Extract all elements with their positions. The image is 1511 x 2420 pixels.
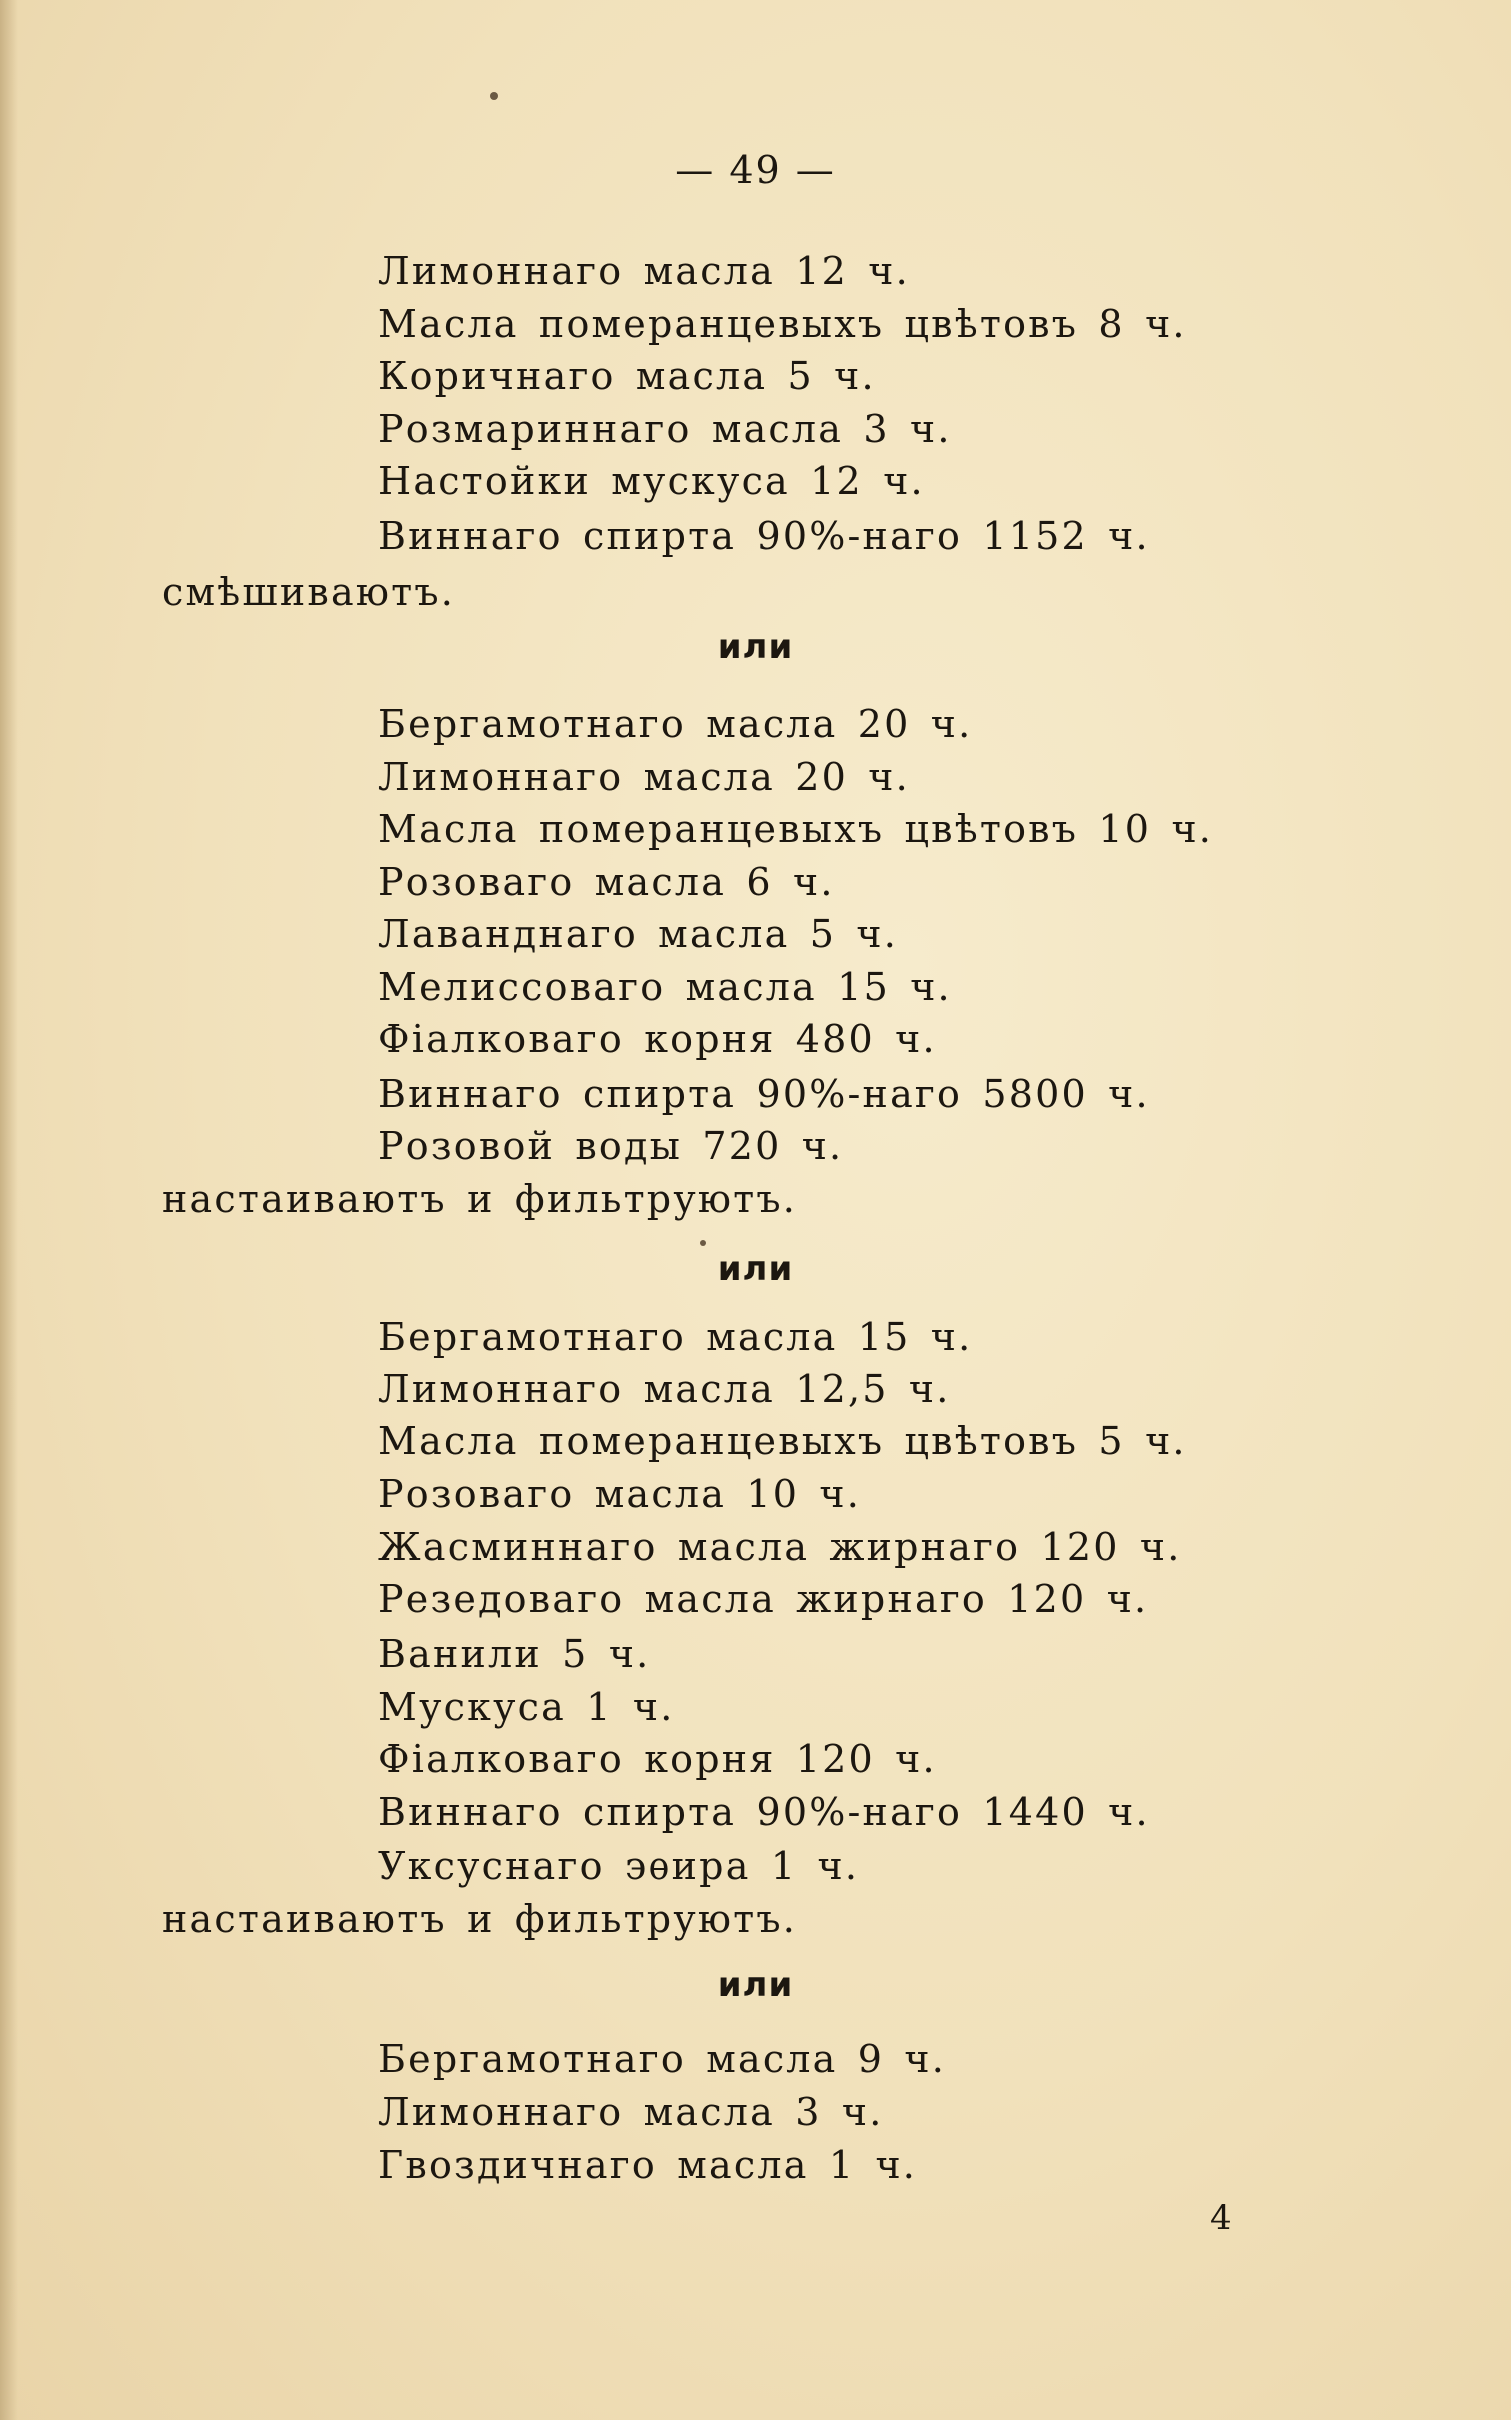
ingredient-line: Розовой воды 720 ч. xyxy=(378,1124,844,1168)
instruction-line: настаиваютъ и фильтруютъ. xyxy=(162,1177,798,1221)
ink-speck xyxy=(490,92,498,100)
instruction-line: смѣшиваютъ. xyxy=(162,570,456,614)
ingredient-line: Фіалковаго корня 480 ч. xyxy=(378,1017,937,1061)
ingredient-line: Настойки мускуса 12 ч. xyxy=(378,459,925,503)
ingredient-line: Розмариннаго масла 3 ч. xyxy=(378,407,952,451)
ingredient-line: Лимоннаго масла 3 ч. xyxy=(378,2090,884,2134)
ingredient-line: Виннаго спирта 90%-наго 1440 ч. xyxy=(378,1790,1150,1834)
ingredient-line: Масла померанцевыхъ цвѣтовъ 8 ч. xyxy=(378,302,1187,346)
ingredient-line: Мускуса 1 ч. xyxy=(378,1685,675,1729)
ingredient-line: Розоваго масла 6 ч. xyxy=(378,860,835,904)
ingredient-line: Гвоздичнаго масла 1 ч. xyxy=(378,2143,918,2187)
ingredient-line: Фіалковаго корня 120 ч. xyxy=(378,1737,937,1781)
ingredient-line: Бергамотнаго масла 9 ч. xyxy=(378,2037,947,2081)
ingredient-line: Розоваго масла 10 ч. xyxy=(378,1472,861,1516)
ingredient-line: Виннаго спирта 90%-наго 5800 ч. xyxy=(378,1072,1150,1116)
ingredient-line: Бергамотнаго масла 20 ч. xyxy=(378,702,973,746)
ingredient-line: Коричнаго масла 5 ч. xyxy=(378,354,876,398)
ingredient-line: Ванили 5 ч. xyxy=(378,1632,651,1676)
page-edge-shadow xyxy=(0,0,18,2420)
ingredient-line: Лимоннаго масла 12,5 ч. xyxy=(378,1367,951,1411)
section-separator: или xyxy=(717,1965,794,2005)
section-separator: или xyxy=(717,1249,794,1289)
page-number: — 49 — xyxy=(675,148,836,192)
ingredient-line: Жасминнаго масла жирнаго 120 ч. xyxy=(378,1525,1182,1569)
ingredient-line: Бергамотнаго масла 15 ч. xyxy=(378,1315,973,1359)
ingredient-line: Лимоннаго масла 12 ч. xyxy=(378,249,910,293)
ingredient-line: Масла померанцевыхъ цвѣтовъ 10 ч. xyxy=(378,807,1214,851)
ingredient-line: Уксуснаго эѳира 1 ч. xyxy=(378,1844,860,1888)
section-separator: или xyxy=(717,627,794,667)
signature-mark: 4 xyxy=(1210,2198,1232,2238)
ingredient-line: Лимоннаго масла 20 ч. xyxy=(378,755,910,799)
ingredient-line: Мелиссоваго масла 15 ч. xyxy=(378,965,952,1009)
ingredient-line: Лаванднаго масла 5 ч. xyxy=(378,912,899,956)
ink-speck xyxy=(700,1240,706,1246)
ingredient-line: Виннаго спирта 90%-наго 1152 ч. xyxy=(378,514,1150,558)
ingredient-line: Резедоваго масла жирнаго 120 ч. xyxy=(378,1577,1149,1621)
ingredient-line: Масла померанцевыхъ цвѣтовъ 5 ч. xyxy=(378,1419,1187,1463)
instruction-line: настаиваютъ и фильтруютъ. xyxy=(162,1897,798,1941)
